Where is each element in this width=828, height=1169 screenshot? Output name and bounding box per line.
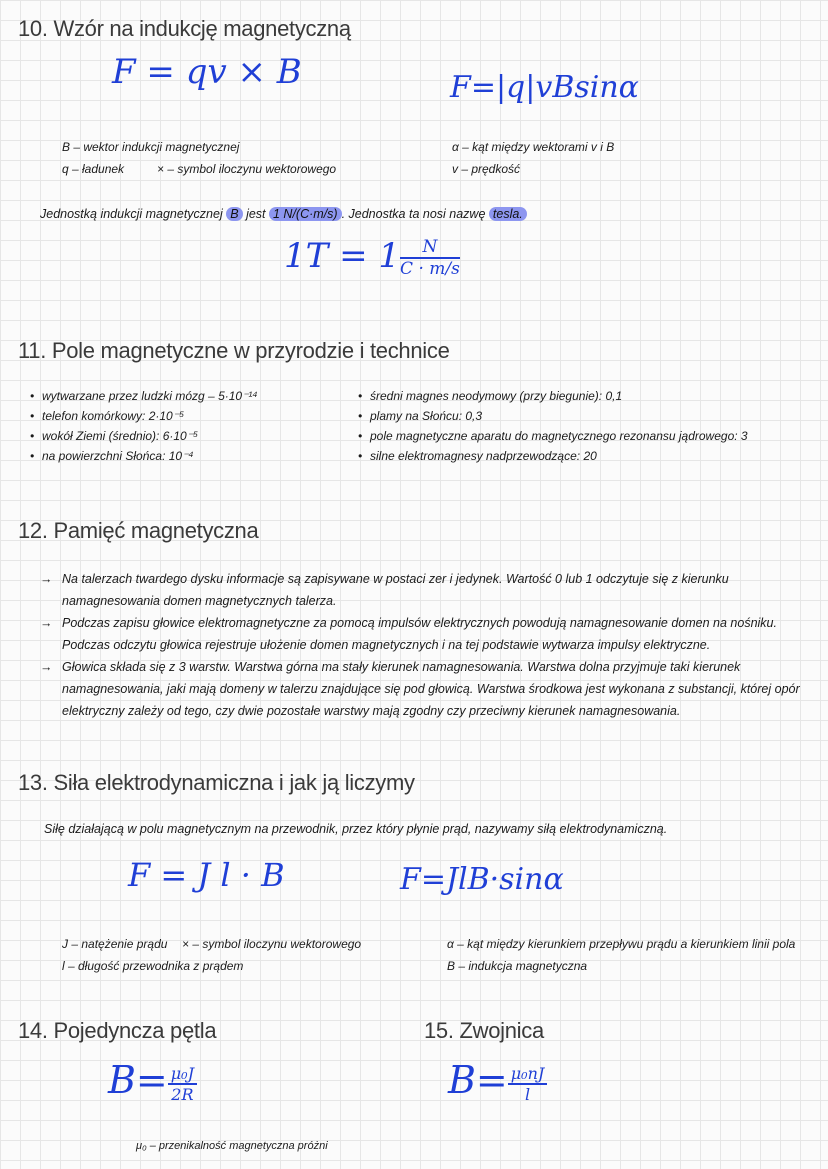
section-12-title: 12. Pamięć magnetyczna: [18, 518, 259, 543]
s12-paragraphs: [40, 568, 800, 722]
s10-def-x: × – symbol iloczynu wektorowego: [157, 162, 337, 176]
s10-formula-scalar: F=|q|vBsinα: [450, 70, 639, 105]
list-item: • średni magnes neodymowy (przy biegunie): 0,1: [358, 386, 798, 406]
s12-paragraph-1: → Na talerzach twardego dysku informacje są zapisywane w postaci zer i jedynek. Wartość 0 lub 1 odczytuje się z kierunku namagnesowania domen magnetycznych talerza.: [40, 568, 800, 612]
s14-den: 2R: [171, 1084, 194, 1104]
s10-tesla-formula: [284, 236, 460, 279]
s10-tesla-highlight: tesla.: [489, 207, 527, 221]
s10-def-alpha: α – kąt między wektorami v i B: [452, 140, 615, 154]
s10-unit-post: . Jednostka ta nosi nazwę: [341, 207, 486, 221]
section-15-title: 15. Zwojnica: [424, 1018, 544, 1043]
list-item: • na powierzchni Słońca: 10⁻⁴: [30, 446, 350, 466]
s14-lhs: B=: [108, 1058, 168, 1102]
section-14-title: 14. Pojedyncza pętla: [18, 1018, 217, 1043]
s15-fraction: [508, 1064, 548, 1104]
s15-den: l: [524, 1084, 531, 1104]
s15-num: μ₀nJ: [508, 1064, 548, 1085]
s14-formula: [108, 1058, 197, 1104]
s13-intro: Siłę działającą w polu magnetycznym na przewodnik, przez który płynie prąd, nazywamy siłą elektrodynamiczną.: [44, 822, 668, 836]
list-item: • pole magnetyczne aparatu do magnetycznego rezonansu jądrowego: 3: [358, 426, 798, 446]
s13-def-J: J – natężenie prądu: [62, 937, 168, 951]
list-item: • wokół Ziemi (średnio): 6·10⁻⁵: [30, 426, 350, 446]
s15-formula: [448, 1058, 547, 1104]
s10-unit-is: jest: [246, 207, 266, 221]
s12-paragraph-3: → Głowica składa się z 3 warstw. Warstwa górna ma stały kierunek namagnesowania. Warstwa dolna przyjmuje taki kierunek namagnesowania, jaki mają domeny w talerzu znajdujące się pod głowicą. Warstwa środkowa jest wykonana z substancji, której opór elektryczny zależy od tego, czy dwie pozostałe warstwy mają zgodny czy przeciwny kierunek namagnesowania.: [40, 656, 800, 722]
s10-tesla-fraction: [400, 237, 460, 279]
s14-fraction: [168, 1064, 197, 1104]
s10-unit-sentence: [40, 207, 527, 221]
s11-right-list: [358, 386, 798, 466]
list-item: • silne elektromagnesy nadprzewodzące: 20: [358, 446, 798, 466]
list-item: • plamy na Słońcu: 0,3: [358, 406, 798, 426]
s14-num: μ₀J: [168, 1064, 197, 1085]
s15-lhs: B=: [448, 1058, 508, 1102]
list-item: • telefon komórkowy: 2·10⁻⁵: [30, 406, 350, 426]
s10-def-B: B – wektor indukcji magnetycznej: [62, 140, 240, 154]
s10-unit-pre: Jednostką indukcji magnetycznej: [40, 207, 223, 221]
s13-formula-scalar: F=JlB·sinα: [400, 862, 564, 897]
s10-tesla-num: N: [400, 237, 460, 259]
s13-def-B: B – indukcja magnetyczna: [447, 959, 588, 973]
s10-formula-vector: F = qv × B: [112, 52, 302, 92]
s10-tesla-lhs: 1T = 1: [284, 236, 401, 276]
section-10-title: 10. Wzór na indukcję magnetyczną: [18, 16, 351, 41]
s10-unit-value-highlight: 1 N/(C·m/s): [269, 207, 342, 221]
list-item: • wytwarzane przez ludzki mózg – 5·10⁻¹⁴: [30, 386, 350, 406]
section-13-title: 13. Siła elektrodynamiczna i jak ją liczymy: [18, 770, 415, 795]
s10-unit-B-highlight: B: [226, 207, 242, 221]
s11-left-list: [30, 386, 350, 466]
s12-paragraph-2: → Podczas zapisu głowice elektromagnetyczne za pomocą impulsów elektrycznych powodują namagnesowanie domen na nośniku. Podczas odczytu głowica rejestruje ułożenie domen magnetycznych i na tej podstawie wytwarza impulsy elektryczne.: [40, 612, 800, 656]
s10-tesla-den: C · m/s: [400, 259, 460, 279]
s13-def-l: l – długość przewodnika z prądem: [62, 959, 244, 973]
s10-def-q: q – ładunek: [62, 162, 125, 176]
s14-def-mu: μ₀ – przenikalność magnetyczna próżni: [136, 1140, 328, 1152]
section-11-title: 11. Pole magnetyczne w przyrodzie i technice: [18, 338, 450, 363]
s13-formula-vector: F = J l · B: [128, 856, 285, 894]
s10-def-v: v – prędkość: [452, 162, 521, 176]
s13-def-x: × – symbol iloczynu wektorowego: [182, 937, 362, 951]
s13-def-alpha: α – kąt między kierunkiem przepływu prądu a kierunkiem linii pola: [447, 937, 796, 951]
